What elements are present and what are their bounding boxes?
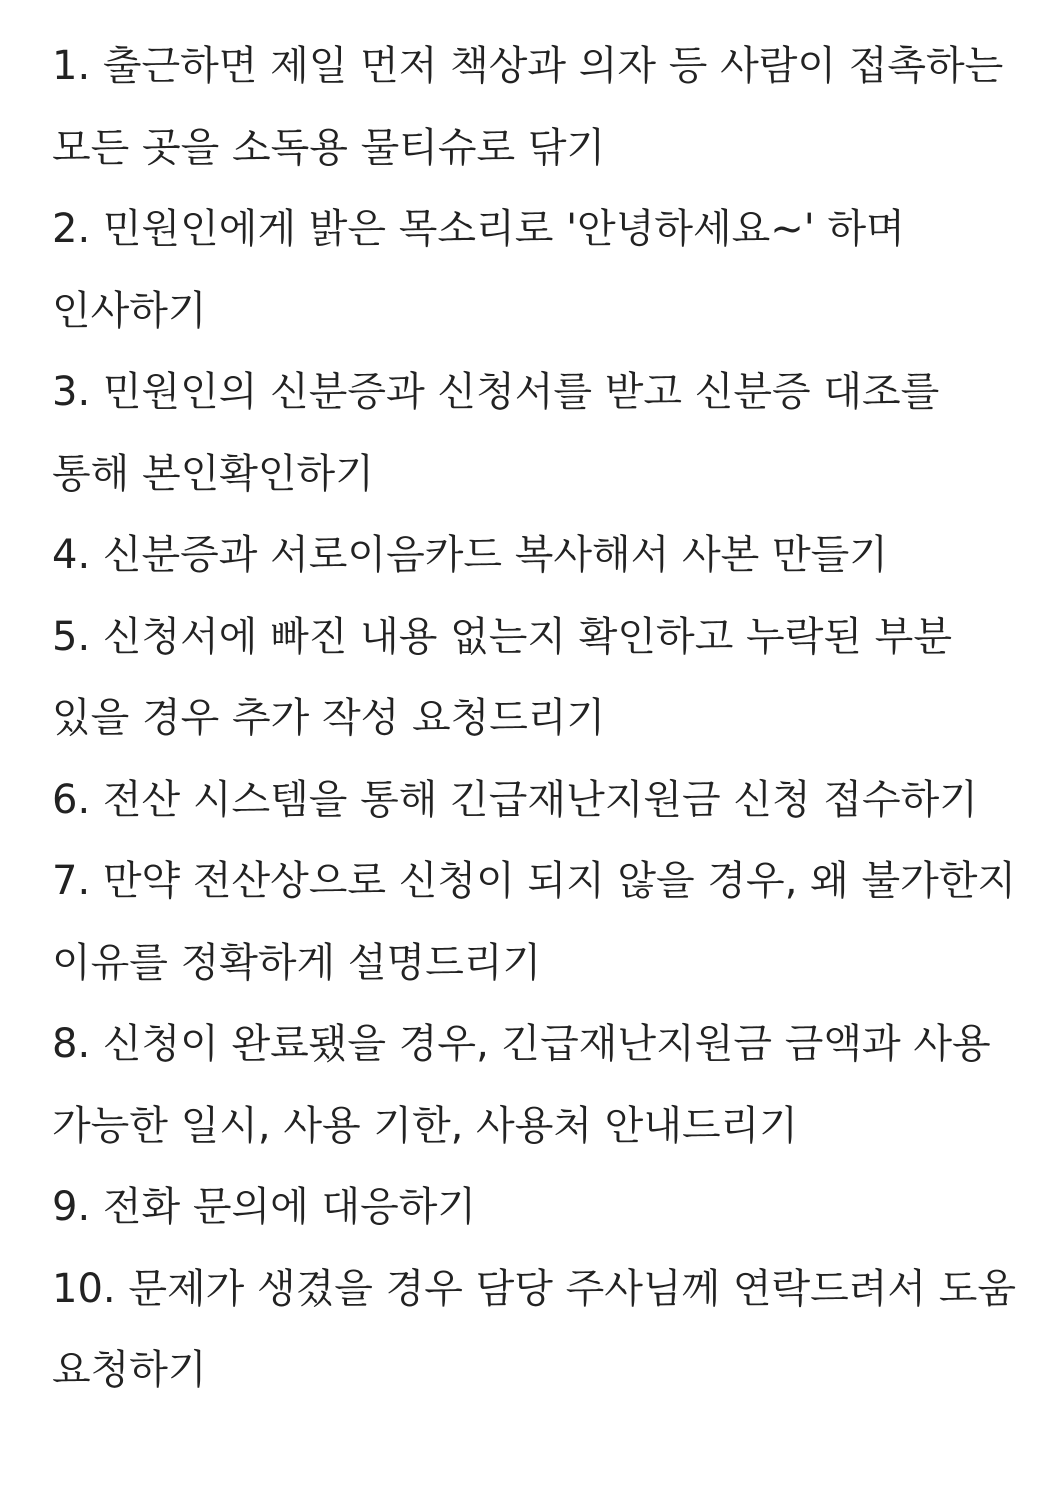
task-list — [52, 26, 1027, 1412]
list-item: 10. 문제가 생겼을 경우 담당 주사님께 연락드려서 도움 요청하기 — [52, 1265, 1017, 1393]
list-item: 5. 신청서에 빠진 내용 없는지 확인하고 누락된 부분 있을 경우 추가 작성 요청드리기 — [52, 613, 952, 741]
list-item: 7. 만약 전산상으로 신청이 되지 않을 경우, 왜 불가한지 이유를 정확하게 설명드리기 — [52, 858, 1017, 986]
list-item: 4. 신분증과 서로이음카드 복사해서 사본 만들기 — [52, 532, 888, 578]
list-item: 1. 출근하면 제일 먼저 책상과 의자 등 사람이 접촉하는 모든 곳을 소독용 물티슈로 닦기 — [52, 43, 1004, 171]
list-item: 6. 전산 시스템을 통해 긴급재난지원금 신청 접수하기 — [52, 776, 978, 823]
list-item: 3. 민원인의 신분증과 신청서를 받고 신분증 대조를 통해 본인확인하기 — [52, 369, 940, 497]
list-item: 2. 민원인에게 밝은 목소리로 '안녕하세요~' 하며 인사하기 — [52, 206, 905, 334]
list-item: 8. 신청이 완료됐을 경우, 긴급재난지원금 금액과 사용 가능한 일시, 사용 기한, 사용처 안내드리기 — [52, 1021, 991, 1149]
list-item: 9. 전화 문의에 대응하기 — [52, 1184, 477, 1230]
